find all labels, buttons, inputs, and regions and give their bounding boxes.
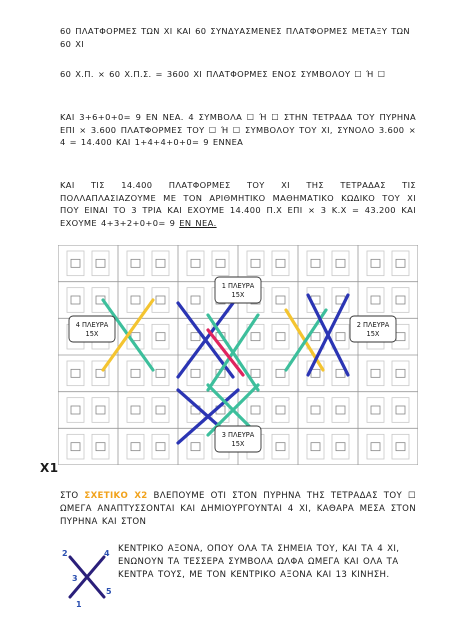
paragraph-3: ΚΑΙ 3+6+0+0= 9 ΕΝ ΝΕΑ. 4 ΣΥΜΒΟΛΑ ☐ Ή ☐ ΣΤΗΝ ΤΕΤΡΑΔΑ ΤΟΥ ΠΥΡΗΝΑ ΕΠΙ × 3.600 ΠΛΑΤΦΟΡΜΕΣ ΤΟΥ ☐ Ή ☐ ΣΥΜΒΟΛΟΥ ΤΟΥ ΧΙ, ΣΥΝΟΛΟ 3.600 × 4 = 14.400 ΚΑΙ 1+4+4+0+0= 9 ΕΝΝΕΑ — [60, 112, 416, 148]
paragraph-5-rest: ΒΛΕΠΟΥΜΕ ΟΤΙ ΣΤΟΝ ΠΥΡΗΝΑ ΤΗΣ ΤΕΤΡΑΔΑΣ ΤΟΥ ☐ ΩΜΕΓΑ ΑΝΑΠΤΥΣΣΟΝΤΑΙ ΚΑΙ ΔΗΜΙΟΥΡΓΟΥΝΤΑΙ 4 ΧΙ, ΚΑΘΑΡΑ ΜΕΣΑ ΣΤΟΝ ΠΥΡΗΝΑ ΚΑΙ ΣΤΟΝ — [60, 491, 416, 527]
side-label-count: 15Χ — [231, 440, 245, 448]
side-label-3 — [350, 316, 396, 342]
paragraph-2: 60 Χ.Π. × 60 Χ.Π.Σ. = 3600 ΧΙ ΠΛΑΤΦΟΡΜΕΣ ΕΝΟΣ ΣΥΜΒΟΛΟΥ ☐ Ή ☐ — [60, 69, 386, 79]
figure-number: 5 — [106, 587, 112, 596]
side-label-box — [69, 316, 115, 342]
side-label-count: 15Χ — [366, 330, 380, 338]
side-label-title: 1 ΠΛΕΥΡΑ — [221, 282, 255, 290]
side-label-box — [215, 277, 261, 303]
paragraph-4-text: ΚΑΙ ΤΙΣ 14.400 ΠΛΑΤΦΟΡΜΕΣ ΤΟΥ ΧΙ ΤΗΣ ΤΕΤΡΑΔΑΣ ΤΙΣ ΠΟΛΛΑΠΛΑΣΙΑΖΟΥΜΕ ΜΕ ΤΟΝ ΑΡΙΘΜΗΤΙΚΟ ΜΑΘΗΜΑΤΙΚΟ ΚΩΔΙΚΟ ΤΟΥ ΧΙ ΠΟΥ ΕΙΝΑΙ ΤΟ 3 ΤΡΙΑ ΚΑΙ ΕΧΟΥΜΕ 14.400 Π.Χ ΕΠΙ × 3 Κ.Χ = 43.200 ΚΑΙ ΕΧΟΥΜΕ 4+3+2+0+0= 9 — [60, 180, 416, 228]
x2-figure — [60, 545, 112, 607]
related-x2-highlight: ΣΧΕΤΙΚΟ Χ2 — [84, 491, 148, 501]
diagram-caption: Χ1 — [40, 461, 59, 475]
paragraph-6: ΚΕΝΤΡΙΚΟ ΑΞΟΝΑ, ΟΠΟΥ ΟΛΑ ΤΑ ΣΗΜΕΙΑ ΤΟΥ, ΚΑΙ ΤΑ 4 ΧΙ, ΕΝΩΝΟΥΝ ΤΑ ΤΕΣΣΕΡΑ ΣΥΜΒΟΛΑ ΩΛΦΑ ΩΜΕΓΑ ΚΑΙ ΟΛΑ ΤΑ ΚΕΝΤΡΑ ΤΟΥΣ, ΜΕ ΤΟΝ ΚΕΝΤΡΙΚΟ ΑΞΟΝΑ ΚΑΙ 13 ΚΙΝΗΣΗ. — [118, 544, 400, 580]
side-label-count: 15Χ — [85, 330, 99, 338]
side-label-4 — [215, 426, 261, 452]
side-label-title: 3 ΠΛΕΥΡΑ — [221, 431, 255, 439]
paragraph-5-start: ΣΤΟ — [60, 491, 85, 501]
chi-grid-diagram — [58, 245, 418, 465]
side-label-box — [215, 426, 261, 452]
figure-number: 4 — [104, 549, 110, 558]
paragraph-4 — [60, 179, 416, 229]
side-label-1 — [215, 277, 261, 303]
side-label-title: 4 ΠΛΕΥΡΑ — [75, 321, 109, 329]
paragraph-5 — [60, 490, 416, 529]
side-label-box — [350, 316, 396, 342]
figure-number: 1 — [76, 600, 82, 607]
figure-number: 2 — [62, 549, 68, 558]
paragraph-1: 60 ΠΛΑΤΦΟΡΜΕΣ ΤΩΝ ΧΙ ΚΑΙ 60 ΣΥΝΔΥΑΣΜΕΝΕΣ ΠΛΑΤΦΟΡΜΕΣ ΜΕΤΑΞΥ ΤΩΝ 60 ΧΙ — [60, 26, 410, 49]
paragraph-4-underlined: ΕΝ ΝΕΑ. — [179, 217, 217, 228]
side-label-title: 2 ΠΛΕΥΡΑ — [356, 321, 390, 329]
figure-number: 3 — [72, 574, 78, 583]
side-label-2 — [69, 316, 115, 342]
side-label-count: 15Χ — [231, 291, 245, 299]
